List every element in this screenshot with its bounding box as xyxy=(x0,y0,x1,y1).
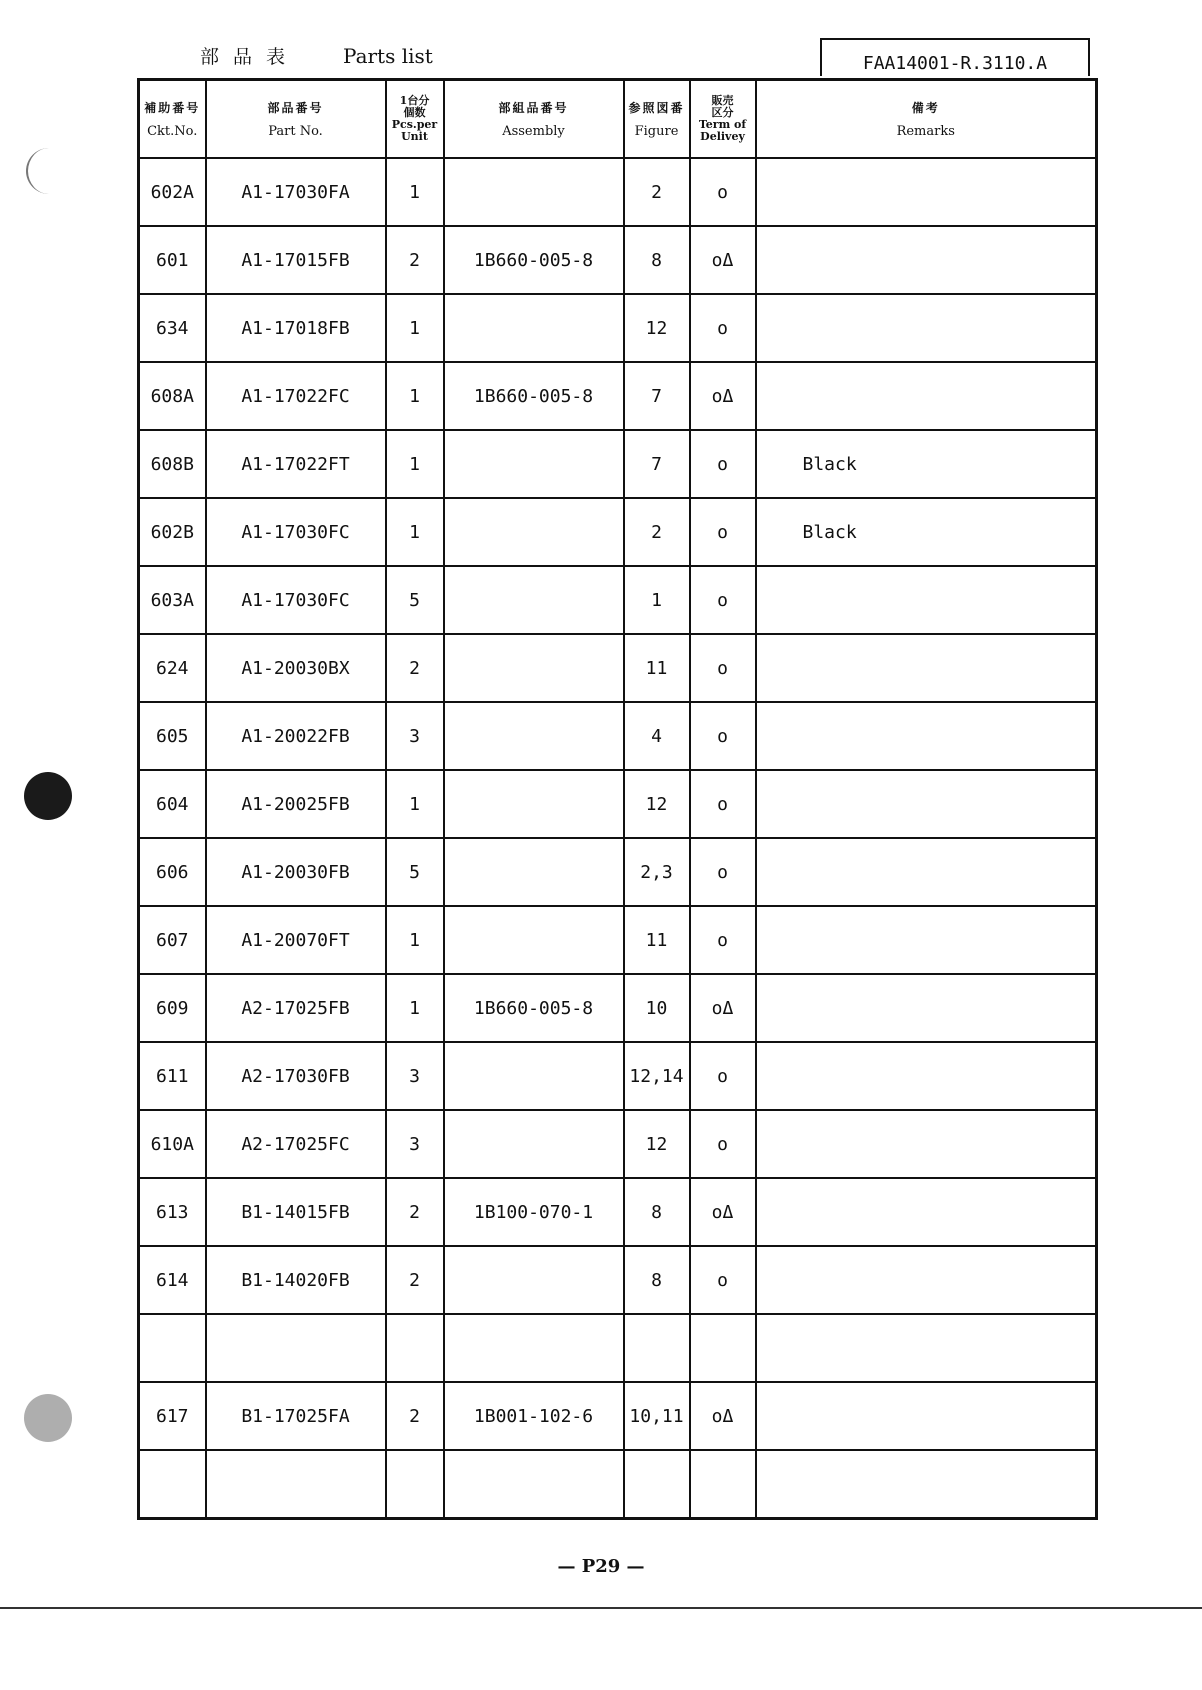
cell-assembly: 1B660-005-8 xyxy=(444,226,624,294)
cell-term-of-delivery: o xyxy=(690,906,756,974)
cell-part-no: A1-20030BX xyxy=(206,634,386,702)
cell-assembly xyxy=(444,1042,624,1110)
table-row xyxy=(139,1382,1097,1450)
header-ckt-no: 補助番号 Ckt.No. xyxy=(139,80,206,159)
table-row xyxy=(139,770,1097,838)
cell-remarks: Black xyxy=(756,498,1097,566)
parts-table xyxy=(137,78,1098,1520)
cell-pcs-per-unit: 1 xyxy=(386,362,444,430)
cell-figure xyxy=(624,1314,690,1382)
cell-remarks xyxy=(756,974,1097,1042)
cell-remarks xyxy=(756,770,1097,838)
cell-assembly: 1B660-005-8 xyxy=(444,974,624,1042)
cell-part-no: A1-20030FB xyxy=(206,838,386,906)
cell-figure: 1 xyxy=(624,566,690,634)
cell-assembly xyxy=(444,838,624,906)
cell-term-of-delivery: o xyxy=(690,158,756,226)
cell-figure xyxy=(624,1450,690,1519)
cell-figure: 4 xyxy=(624,702,690,770)
table-row xyxy=(139,498,1097,566)
cell-assembly xyxy=(444,158,624,226)
binder-hole-arc xyxy=(26,148,72,194)
cell-term-of-delivery: o xyxy=(690,1246,756,1314)
cell-figure: 12,14 xyxy=(624,1042,690,1110)
cell-ckt-no: 608A xyxy=(139,362,206,430)
table-row xyxy=(139,1246,1097,1314)
cell-assembly xyxy=(444,702,624,770)
cell-ckt-no: 613 xyxy=(139,1178,206,1246)
cell-term-of-delivery: o xyxy=(690,1110,756,1178)
cell-part-no: B1-14015FB xyxy=(206,1178,386,1246)
table-row xyxy=(139,906,1097,974)
table-row xyxy=(139,226,1097,294)
cell-pcs-per-unit: 2 xyxy=(386,634,444,702)
cell-remarks xyxy=(756,838,1097,906)
cell-figure: 8 xyxy=(624,226,690,294)
cell-figure: 10,11 xyxy=(624,1382,690,1450)
cell-figure: 2 xyxy=(624,158,690,226)
cell-remarks xyxy=(756,362,1097,430)
cell-ckt-no xyxy=(139,1314,206,1382)
cell-part-no: A1-17030FC xyxy=(206,566,386,634)
header-pcs-per-unit: 1台分 個数 Pcs.per Unit xyxy=(386,80,444,159)
cell-pcs-per-unit xyxy=(386,1450,444,1519)
cell-term-of-delivery: oΔ xyxy=(690,226,756,294)
cell-pcs-per-unit: 3 xyxy=(386,1110,444,1178)
table-row xyxy=(139,1042,1097,1110)
cell-term-of-delivery: o xyxy=(690,1042,756,1110)
cell-term-of-delivery: o xyxy=(690,498,756,566)
cell-part-no: A2-17025FC xyxy=(206,1110,386,1178)
cell-figure: 2,3 xyxy=(624,838,690,906)
cell-figure: 11 xyxy=(624,906,690,974)
cell-pcs-per-unit: 3 xyxy=(386,702,444,770)
cell-remarks xyxy=(756,158,1097,226)
cell-term-of-delivery: o xyxy=(690,294,756,362)
table-row xyxy=(139,158,1097,226)
header-term-of-delivery: 販売 区分 Term of Delivey xyxy=(690,80,756,159)
cell-remarks xyxy=(756,566,1097,634)
cell-pcs-per-unit: 5 xyxy=(386,838,444,906)
cell-ckt-no: 609 xyxy=(139,974,206,1042)
cell-remarks xyxy=(756,1042,1097,1110)
cell-assembly: 1B100-070-1 xyxy=(444,1178,624,1246)
bottom-rule xyxy=(0,1607,1202,1609)
cell-part-no: A1-17022FC xyxy=(206,362,386,430)
cell-ckt-no: 610A xyxy=(139,1110,206,1178)
cell-remarks: Black xyxy=(756,430,1097,498)
cell-term-of-delivery: o xyxy=(690,566,756,634)
cell-remarks xyxy=(756,1450,1097,1519)
cell-figure: 12 xyxy=(624,294,690,362)
cell-remarks xyxy=(756,906,1097,974)
cell-remarks xyxy=(756,226,1097,294)
table-row xyxy=(139,634,1097,702)
cell-assembly xyxy=(444,430,624,498)
header-assembly: 部組品番号 Assembly xyxy=(444,80,624,159)
cell-figure: 7 xyxy=(624,430,690,498)
cell-ckt-no: 611 xyxy=(139,1042,206,1110)
cell-term-of-delivery: oΔ xyxy=(690,1178,756,1246)
page-title xyxy=(200,42,433,69)
cell-pcs-per-unit: 1 xyxy=(386,294,444,362)
cell-pcs-per-unit: 1 xyxy=(386,498,444,566)
binder-hole-mark xyxy=(24,772,72,820)
cell-pcs-per-unit: 3 xyxy=(386,1042,444,1110)
cell-assembly xyxy=(444,1110,624,1178)
cell-assembly xyxy=(444,566,624,634)
cell-ckt-no: 624 xyxy=(139,634,206,702)
table-header-row xyxy=(139,80,1097,159)
cell-term-of-delivery xyxy=(690,1450,756,1519)
table-row xyxy=(139,362,1097,430)
cell-part-no: A1-20022FB xyxy=(206,702,386,770)
table-row xyxy=(139,1110,1097,1178)
cell-term-of-delivery xyxy=(690,1314,756,1382)
cell-pcs-per-unit: 1 xyxy=(386,430,444,498)
cell-part-no: A1-17030FC xyxy=(206,498,386,566)
cell-remarks xyxy=(756,1314,1097,1382)
cell-term-of-delivery: oΔ xyxy=(690,1382,756,1450)
cell-pcs-per-unit: 1 xyxy=(386,770,444,838)
cell-figure: 7 xyxy=(624,362,690,430)
cell-ckt-no: 614 xyxy=(139,1246,206,1314)
cell-assembly xyxy=(444,294,624,362)
cell-ckt-no: 606 xyxy=(139,838,206,906)
binder-hole-mark xyxy=(24,1394,72,1442)
cell-assembly xyxy=(444,906,624,974)
cell-ckt-no: 602B xyxy=(139,498,206,566)
cell-part-no: A2-17025FB xyxy=(206,974,386,1042)
cell-ckt-no: 608B xyxy=(139,430,206,498)
cell-remarks xyxy=(756,294,1097,362)
cell-part-no: A1-17018FB xyxy=(206,294,386,362)
cell-figure: 11 xyxy=(624,634,690,702)
cell-term-of-delivery: oΔ xyxy=(690,974,756,1042)
table-row xyxy=(139,838,1097,906)
cell-ckt-no: 634 xyxy=(139,294,206,362)
table-row xyxy=(139,974,1097,1042)
cell-assembly: 1B660-005-8 xyxy=(444,362,624,430)
cell-part-no: A1-17022FT xyxy=(206,430,386,498)
cell-ckt-no: 601 xyxy=(139,226,206,294)
cell-assembly: 1B001-102-6 xyxy=(444,1382,624,1450)
table-row xyxy=(139,566,1097,634)
cell-figure: 8 xyxy=(624,1246,690,1314)
cell-term-of-delivery: oΔ xyxy=(690,362,756,430)
cell-term-of-delivery: o xyxy=(690,430,756,498)
cell-remarks xyxy=(756,1382,1097,1450)
cell-term-of-delivery: o xyxy=(690,770,756,838)
header-remarks: 備考 Remarks xyxy=(756,80,1097,159)
cell-term-of-delivery: o xyxy=(690,838,756,906)
cell-remarks xyxy=(756,702,1097,770)
cell-assembly xyxy=(444,1246,624,1314)
cell-part-no xyxy=(206,1314,386,1382)
cell-assembly xyxy=(444,498,624,566)
cell-ckt-no: 603A xyxy=(139,566,206,634)
title-japanese: 部品表 xyxy=(200,46,300,68)
cell-assembly xyxy=(444,634,624,702)
cell-figure: 8 xyxy=(624,1178,690,1246)
cell-remarks xyxy=(756,1110,1097,1178)
cell-pcs-per-unit xyxy=(386,1314,444,1382)
cell-part-no: A1-20070FT xyxy=(206,906,386,974)
cell-pcs-per-unit: 1 xyxy=(386,974,444,1042)
table-row xyxy=(139,1450,1097,1519)
cell-ckt-no xyxy=(139,1450,206,1519)
cell-pcs-per-unit: 1 xyxy=(386,158,444,226)
cell-term-of-delivery: o xyxy=(690,702,756,770)
cell-pcs-per-unit: 5 xyxy=(386,566,444,634)
cell-ckt-no: 617 xyxy=(139,1382,206,1450)
cell-pcs-per-unit: 2 xyxy=(386,226,444,294)
table-row xyxy=(139,1178,1097,1246)
cell-figure: 2 xyxy=(624,498,690,566)
cell-assembly xyxy=(444,1450,624,1519)
table-row xyxy=(139,294,1097,362)
cell-pcs-per-unit: 2 xyxy=(386,1246,444,1314)
cell-figure: 12 xyxy=(624,770,690,838)
table-row xyxy=(139,430,1097,498)
cell-part-no: B1-14020FB xyxy=(206,1246,386,1314)
cell-remarks xyxy=(756,1178,1097,1246)
cell-assembly xyxy=(444,770,624,838)
cell-assembly xyxy=(444,1314,624,1382)
cell-part-no: A2-17030FB xyxy=(206,1042,386,1110)
cell-part-no: A1-17015FB xyxy=(206,226,386,294)
cell-pcs-per-unit: 2 xyxy=(386,1382,444,1450)
cell-remarks xyxy=(756,1246,1097,1314)
cell-figure: 12 xyxy=(624,1110,690,1178)
cell-ckt-no: 604 xyxy=(139,770,206,838)
cell-figure: 10 xyxy=(624,974,690,1042)
cell-pcs-per-unit: 1 xyxy=(386,906,444,974)
header-figure: 参照図番 Figure xyxy=(624,80,690,159)
table-row xyxy=(139,1314,1097,1382)
table-row xyxy=(139,702,1097,770)
title-english: Parts list xyxy=(343,44,433,68)
header-part-no: 部品番号 Part No. xyxy=(206,80,386,159)
cell-ckt-no: 607 xyxy=(139,906,206,974)
page-number: — P29 — xyxy=(557,1556,645,1577)
cell-remarks xyxy=(756,634,1097,702)
document-number: FAA14001-R.3110.A xyxy=(820,38,1090,76)
cell-part-no: B1-17025FA xyxy=(206,1382,386,1450)
cell-part-no xyxy=(206,1450,386,1519)
cell-term-of-delivery: o xyxy=(690,634,756,702)
cell-part-no: A1-17030FA xyxy=(206,158,386,226)
cell-pcs-per-unit: 2 xyxy=(386,1178,444,1246)
cell-part-no: A1-20025FB xyxy=(206,770,386,838)
cell-ckt-no: 602A xyxy=(139,158,206,226)
cell-ckt-no: 605 xyxy=(139,702,206,770)
